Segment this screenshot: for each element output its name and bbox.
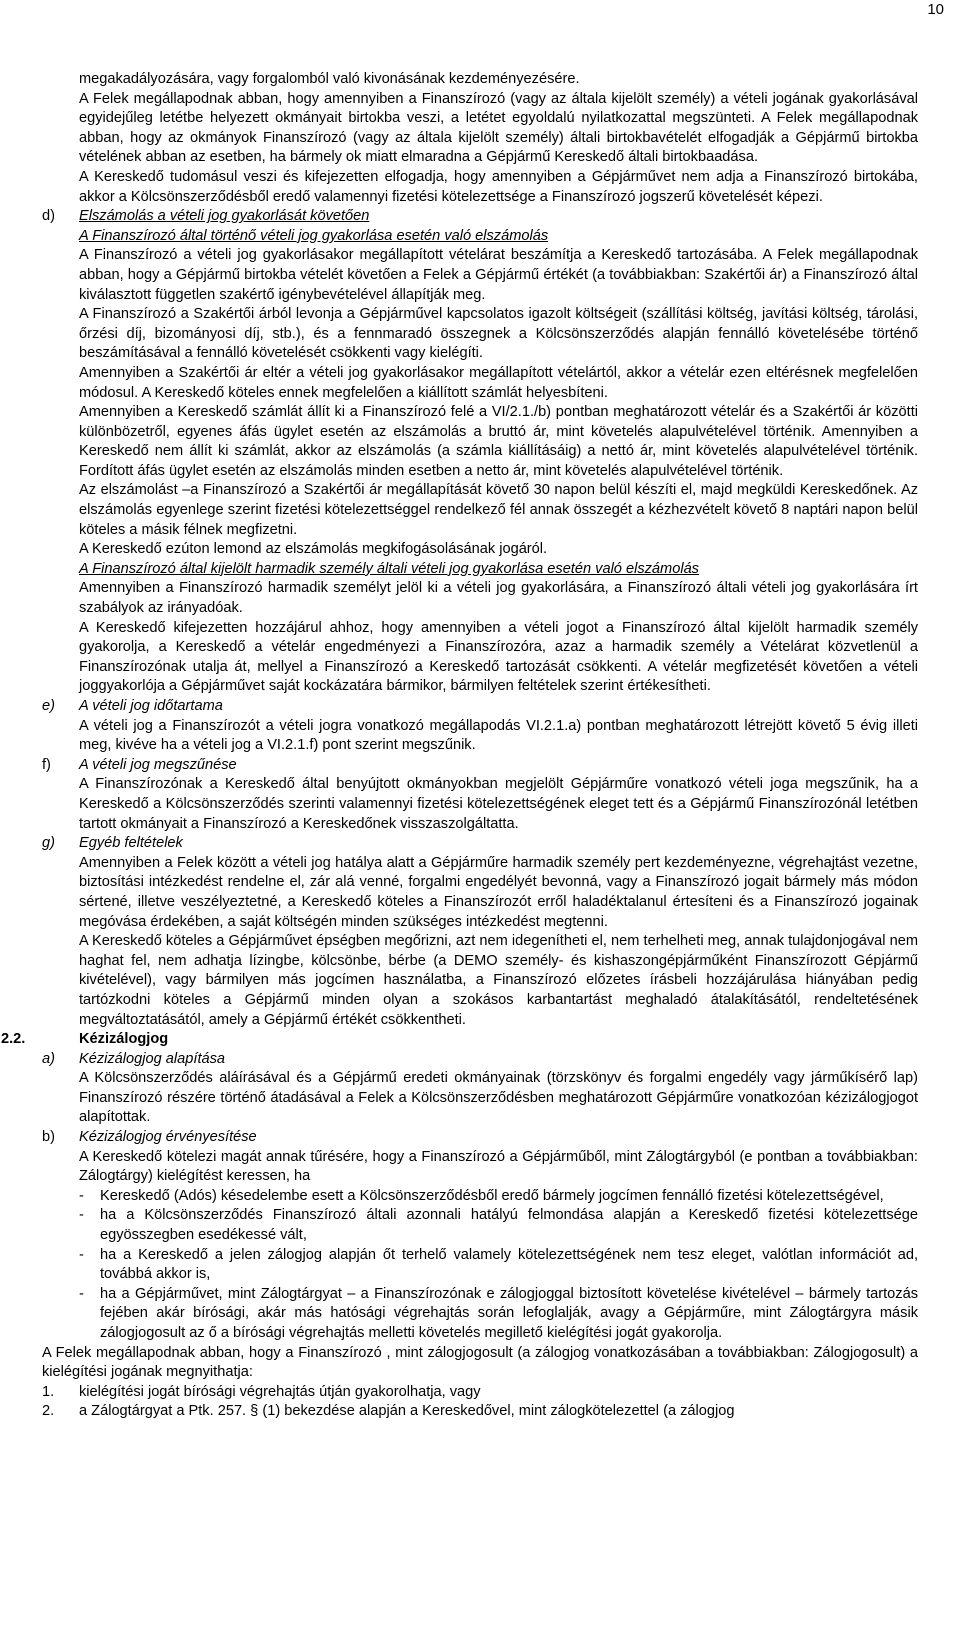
paragraph: A Kereskedő köteles a Gépjárművet épségben megőrizni, azt nem idegenítheti el, nem terhelheti meg, annak tulajdonjogával nem haghat fel, nem adhatja lízingbe, kölcsönbe, bérbe (a DEMO személy- és kishaszongépjárműként Finanszírozott Gépjármű kivételével), vagy bármilyen más jogcímen használatba, a Finanszírozó előzetes írásbeli hozzájárulása hiányában pedig tartózkodni köteles a Gépjármű minden olyan a szokásos karbantartást meghaladó átalakításától, rendeltetésének megváltoztatásától, amely a Gépjármű értékét csökkentheti.: [79, 933, 918, 1028]
list-dash: -: [79, 1207, 84, 1224]
paragraph: A Felek megállapodnak abban, hogy amennyiben a Finanszírozó (vagy az általa kijelölt személy) a vételi jogának gyakorlásával egyidejűleg letétbe helyezett okmányait birtokba veszi, a letétet egyoldalú nyilatkozattal megszünteti. A Felek megállapodnak abban, hogy az okmányok Finanszírozó (vagy az általa kijelölt személy) általi birtokbavételét elfogadják a Gépjármű birtokba vételének abban az esetben, ha bármely ok miatt elmaradna a Gépjármű Kereskedő általi birtokbaadása.: [79, 90, 918, 166]
section-label: b): [42, 1129, 55, 1146]
list-item-text: ha a Kölcsönszerződés Finanszírozó általi azonnali hatályú felmondása alapján a Kereskedő fizetési kötelezettsége egyösszegben esedékessé vált,: [100, 1207, 918, 1244]
section-heading-e: [0, 697, 960, 717]
paragraph: Amennyiben a Felek között a vételi jog hatálya alatt a Gépjárműre harmadik személy pert kezdeményezne, végrehajtást vezetne, biztosítási intézkedést rendelne el, zár alá venné, forgalmi engedélyét bevonná, vagy a Finanszírozó jogait bármely más módon sértené, illetve veszélyeztetné, a Kereskedő köteles a Finanszírozót erről haladéktalanul értesíteni és a Finanszírozó jogainak megóvása érdekében, a saját költségén minden szükséges intézkedést megtenni.: [79, 854, 918, 930]
section-title: Egyéb feltételek: [79, 835, 183, 852]
paragraph: A Finanszírozó a Szakértői árból levonja a Gépjárművel kapcsolatos igazolt költségeit (szállítási költség, javítási költség, tárolási, őrzési díj, bizományosi díj, stb.), és a fennmaradó összegnek a Kölcsönszerződés alapján fennálló követelésébe történő beszámításával a fennálló követelését csökkenti vagy kielégíti.: [79, 306, 918, 362]
list-item-text: ha a Gépjárművet, mint Zálogtárgyat – a Finanszírozónak e zálogjoggal biztosított követelése kivételével – bármely tartozás fejében akár bírósági, akár más hatósági végrehajtás során lefoglalják, avagy a Gépjárműre, mint Zálogtárgyra másik zálogjogosult az ő a bírósági végrehajtás melletti követelés megillető kielégítési jogát gyakorolja.: [100, 1285, 918, 1341]
section-title: Kézizálogjog alapítása: [79, 1050, 226, 1067]
item-text: kielégítési jogát bírósági végrehajtás útján gyakorolhatja, vagy: [79, 1383, 481, 1400]
paragraph: A Kölcsönszerződés aláírásával és a Gépjármű eredeti okmányainak (törzskönyv és forgalmi engedély vagy járműkísérő lap) Finanszírozó részére történő átadásával a Felek a Kölcsönszerződésben meghatározott Gépjárműre vonatkozóan kézizálogjogot alapítottak.: [79, 1070, 918, 1126]
section-title: A vételi jog megszűnése: [79, 756, 237, 773]
paragraph: Amennyiben a Kereskedő számlát állít ki a Finanszírozó felé a VI/2.1./b) pontban meghatározott vételár és a Szakértői ár közötti különbözetről, egyenes áfás ügylet esetén az elszámolás a bruttó ár, mint követelés alapulvételével történik. Amennyiben a Kereskedő nem állít ki számlát, akkor az elszámolás (a számla kiállításáig) a nettó ár, mint követelés alapulvételével történik. Fordított áfás ügylet esetén az elszámolás minden esetben a netto ár, mint követelés alapulvételével történik.: [79, 404, 918, 479]
paragraph: A Finanszírozónak a Kereskedő által benyújtott okmányokban megjelölt Gépjárműre vonatkozó vételi joga megszűnik, ha a Kereskedő a Kölcsönszerződés szerinti valamennyi fizetési kötelezettségének eleget tett és a Gépjármű Finanszírozónál letétben tartott okmányait a Finanszírozó a Kereskedőnek visszaszolgáltatta.: [79, 776, 918, 832]
section-heading-g: [0, 834, 960, 854]
section-heading-2-2: [0, 1030, 960, 1050]
subsection-title: A Finanszírozó által kijelölt harmadik személy általi vételi jog gyakorlása esetén való elszámolás: [79, 560, 699, 577]
list-item-text: Kereskedő (Adós) késedelembe esett a Kölcsönszerződésből eredő bármely jogcímen fennálló fizetési kötelezettségével,: [100, 1187, 884, 1204]
item-number: 2.: [42, 1403, 55, 1420]
section-title: Kézizálogjog: [79, 1031, 169, 1048]
section-title: Kézizálogjog érvényesítése: [79, 1129, 257, 1146]
section-label: f): [42, 756, 51, 773]
section-title: Elszámolás a vételi jog gyakorlását követően: [79, 208, 370, 225]
paragraph: A Kereskedő kifejezetten hozzájárul ahhoz, hogy amennyiben a vételi jogot a Finanszírozó által kijelölt harmadik személy gyakorolja, a Kereskedő a vételár engedményezi a Finanszírozóra, azaz a harmadik személy a Vételárat közvetlenül a Finanszírozónak utalja át, mellyel a Finanszírozó a Kereskedő tartozását csökkenti. A vételár megfizetését követően a vételi joggyakorlója a Gépjárművet saját kockázatára bármikor, bármilyen feltételek szerint értékesítheti.: [79, 619, 918, 695]
paragraph: Amennyiben a Finanszírozó harmadik személyt jelöl ki a vételi jog gyakorlására, a Finanszírozó általi vételi jog gyakorlására írt szabályok az irányadóak.: [79, 580, 918, 617]
page-number: 10: [927, 1, 944, 18]
section-heading-f: [0, 756, 960, 776]
numbered-item: [0, 1402, 960, 1422]
numbered-item: [0, 1383, 960, 1403]
list-item: [0, 1285, 960, 1344]
list-item-text: ha a Kereskedő a jelen zálogjog alapján őt terhelő valamely kötelezettségének nem tesz eleget, valótlan információt ad, továbbá akkor is,: [100, 1246, 918, 1283]
list-item: [0, 1206, 960, 1245]
section-label: e): [42, 698, 55, 714]
paragraph: A Kereskedő ezúton lemond az elszámolás megkifogásolásának jogáról.: [79, 541, 548, 558]
section-label: 2.2.: [1, 1031, 26, 1048]
document-body: [0, 70, 960, 1422]
section-label: g): [42, 835, 55, 852]
section-heading-a: [0, 1050, 960, 1070]
item-number: 1.: [42, 1383, 55, 1400]
paragraph: megakadályozására, vagy forgalomból való kivonásának kezdeményezésére.: [79, 71, 580, 87]
section-heading-b: [0, 1128, 960, 1148]
paragraph: Az elszámolást –a Finanszírozó a Szakértői ár megállapítását követő 30 napon belül készíti el, majd megküldi Kereskedőnek. Az elszámolás egyenlege szerint fizetési kötelezettséggel rendelkező fél annak összegét a kézhezvételt követő 8 naptári napon belül köteles a másik félnek megfizetni.: [79, 482, 918, 538]
section-label: a): [42, 1050, 55, 1067]
paragraph: A Finanszírozó a vételi jog gyakorlásakor megállapított vételárat beszámítja a Kereskedő tartozásába. A Felek megállapodnak abban, hogy a Gépjármű birtokba vételét követően a Felek a Gépjármű értékét (a továbbiakban: Szakértői ár) a Finanszírozó által kiválasztott független szakértő igénybevételével állapítják meg.: [79, 247, 918, 303]
list-item: [0, 1187, 960, 1207]
paragraph: A vételi jog a Finanszírozót a vételi jogra vonatkozó megállapodás VI.2.1.a) pontban meghatározott létrejött követő 5 évig illeti meg, kivéve ha a vételi jog a VI.2.1.f) pont szerint megszűnik.: [79, 717, 918, 754]
item-text: a Zálogtárgyat a Ptk. 257. § (1) bekezdése alapján a Kereskedővel, mint zálogkötelezettel (a zálogjog: [79, 1403, 735, 1420]
section-heading-d: [0, 207, 960, 227]
list-dash: -: [79, 1246, 84, 1263]
list-dash: -: [79, 1187, 84, 1204]
list-dash: -: [79, 1285, 84, 1302]
section-title: A vételi jog időtartama: [79, 698, 223, 714]
paragraph: A Felek megállapodnak abban, hogy a Finanszírozó , mint zálogjogosult (a zálogjog vonatkozásában a továbbiakban: Zálogjogosult) a kielégítési jogának megnyithatja:: [42, 1344, 918, 1381]
list-item: [0, 1246, 960, 1285]
subsection-title: A Finanszírozó által történő vételi jog gyakorlása esetén való elszámolás: [79, 227, 549, 244]
paragraph: A Kereskedő tudomásul veszi és kifejezetten elfogadja, hogy amennyiben a Gépjárművet nem adja a Finanszírozó birtokába, akkor a Kölcsönszerződésből eredő valamennyi fizetési kötelezettsége a Finanszírozó jogszerű követelését képezi.: [79, 168, 918, 205]
paragraph: Amennyiben a Szakértői ár eltér a vételi jog gyakorlásakor megállapított vételártól, akkor a vételár ezen eltérésnek megfelelően módosul. A Kereskedő köteles ennek megfelelően a kiállított számlát helyesbíteni.: [79, 364, 918, 401]
section-label: d): [42, 208, 55, 225]
paragraph: A Kereskedő kötelezi magát annak tűrésére, hogy a Finanszírozó a Gépjárműből, mint Zálogtárgyból (e pontban a továbbiakban: Zálogtárgy) kielégítést keressen, ha: [79, 1148, 918, 1185]
